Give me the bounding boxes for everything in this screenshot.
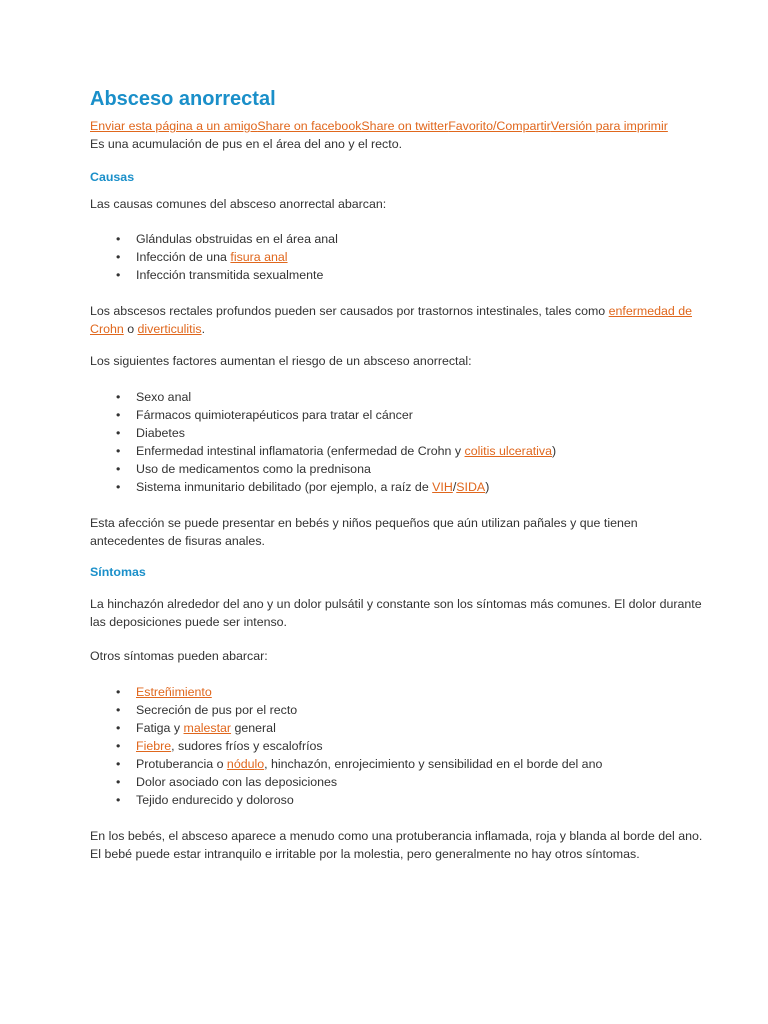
list-item-text: Protuberancia o — [136, 757, 227, 771]
risk-factors-list — [90, 388, 708, 496]
list-item-text: Enfermedad intestinal inflamatoria (enfermedad de Crohn y — [136, 444, 465, 458]
main-symptoms-paragraph: La hinchazón alrededor del ano y un dolor pulsátil y constante son los síntomas más comunes. El dolor durante las deposiciones puede ser intenso. — [90, 597, 702, 629]
malestar-link[interactable]: malestar — [183, 721, 232, 735]
list-item-text: / — [452, 480, 457, 494]
list-item — [136, 791, 708, 809]
page-title: Absceso anorrectal — [90, 88, 276, 110]
fiebre-link[interactable]: Fiebre — [136, 739, 172, 753]
list-item-text: , sudores fríos y escalofríos — [171, 739, 323, 753]
infants-abscess-paragraph: En los bebés, el absceso aparece a menudo como una protuberancia inflamada, roja y blanda al borde del ano. El bebé puede estar intranquilo e irritable por la molestia, pero generalmente no hay otros síntomas. — [90, 829, 703, 861]
list-item — [136, 701, 708, 719]
list-item — [136, 388, 708, 406]
send-to-friend-link[interactable]: Enviar esta página a un amigo — [90, 119, 258, 133]
list-item-text: Fármacos quimioterapéuticos para tratar el cáncer — [136, 408, 413, 422]
diverticulitis-link[interactable]: diverticulitis — [137, 322, 202, 336]
symptoms-list — [90, 683, 708, 809]
intro-paragraph: Es una acumulación de pus en el área del ano y el recto. — [90, 137, 403, 151]
list-item — [136, 683, 708, 701]
list-item-text: Sexo anal — [136, 390, 192, 404]
list-item — [136, 230, 708, 248]
share-facebook-link[interactable]: Share on facebook — [257, 119, 362, 133]
vih-link[interactable]: VIH — [432, 480, 453, 494]
list-item-text: Tejido endurecido y doloroso — [136, 793, 294, 807]
list-item-text: Secreción de pus por el recto — [136, 703, 298, 717]
deep-abscess-paragraph — [90, 302, 708, 338]
list-item — [136, 773, 708, 791]
causas-intro-paragraph: Las causas comunes del absceso anorrectal abarcan: — [90, 197, 387, 211]
infants-condition-paragraph: Esta afección se puede presentar en bebés y niños pequeños que aún utilizan pañales y que tienen antecedentes de fisuras anales. — [90, 516, 638, 548]
list-item-text: general — [231, 721, 276, 735]
colitis-ulcerativa-link[interactable]: colitis ulcerativa — [464, 444, 552, 458]
list-item — [136, 755, 708, 773]
paragraph-text: . — [201, 322, 206, 336]
paragraph-text: o — [123, 322, 138, 336]
crohn-link[interactable]: enfermedad de Crohn — [90, 304, 692, 336]
fisura-anal-link[interactable]: fisura anal — [230, 250, 288, 264]
section-heading-sintomas: Síntomas — [90, 565, 146, 579]
favorite-share-link[interactable]: Favorito/Compartir — [448, 119, 551, 133]
list-item — [136, 719, 708, 737]
paragraph-text: Los abscesos rectales profundos pueden ser causados por trastornos intestinales, tales como — [90, 304, 609, 318]
list-item-text: Infección de una — [136, 250, 231, 264]
causas-list — [90, 230, 708, 284]
section-heading-causas: Causas — [90, 170, 135, 184]
list-item — [136, 424, 708, 442]
list-item — [136, 406, 708, 424]
list-item-text: ) — [485, 480, 490, 494]
list-item-text: Fatiga y — [136, 721, 184, 735]
risk-factors-intro-paragraph: Los siguientes factores aumentan el riesgo de un absceso anorrectal: — [90, 354, 472, 368]
list-item-text: Glándulas obstruidas en el área anal — [136, 232, 338, 246]
list-item — [136, 737, 708, 755]
sida-link[interactable]: SIDA — [456, 480, 486, 494]
list-item-text: Sistema inmunitario debilitado (por ejemplo, a raíz de — [136, 480, 433, 494]
list-item — [136, 266, 708, 284]
list-item — [136, 442, 708, 460]
list-item-text: Dolor asociado con las deposiciones — [136, 775, 338, 789]
list-item — [136, 248, 708, 266]
list-item-text: Diabetes — [136, 426, 185, 440]
list-item — [136, 460, 708, 478]
list-item-text: ) — [552, 444, 557, 458]
list-item — [136, 478, 708, 496]
list-item-text: Infección transmitida sexualmente — [136, 268, 324, 282]
print-version-link[interactable]: Versión para imprimir — [550, 119, 668, 133]
estrenimiento-link[interactable]: Estreñimiento — [136, 685, 212, 699]
list-item-text: , hinchazón, enrojecimiento y sensibilidad en el borde del ano — [264, 757, 603, 771]
share-links-bar — [90, 117, 708, 135]
share-twitter-link[interactable]: Share on twitter — [361, 119, 449, 133]
nodulo-link[interactable]: nódulo — [226, 757, 265, 771]
list-item-text: Uso de medicamentos como la prednisona — [136, 462, 371, 476]
other-symptoms-intro-paragraph: Otros síntomas pueden abarcar: — [90, 649, 268, 663]
